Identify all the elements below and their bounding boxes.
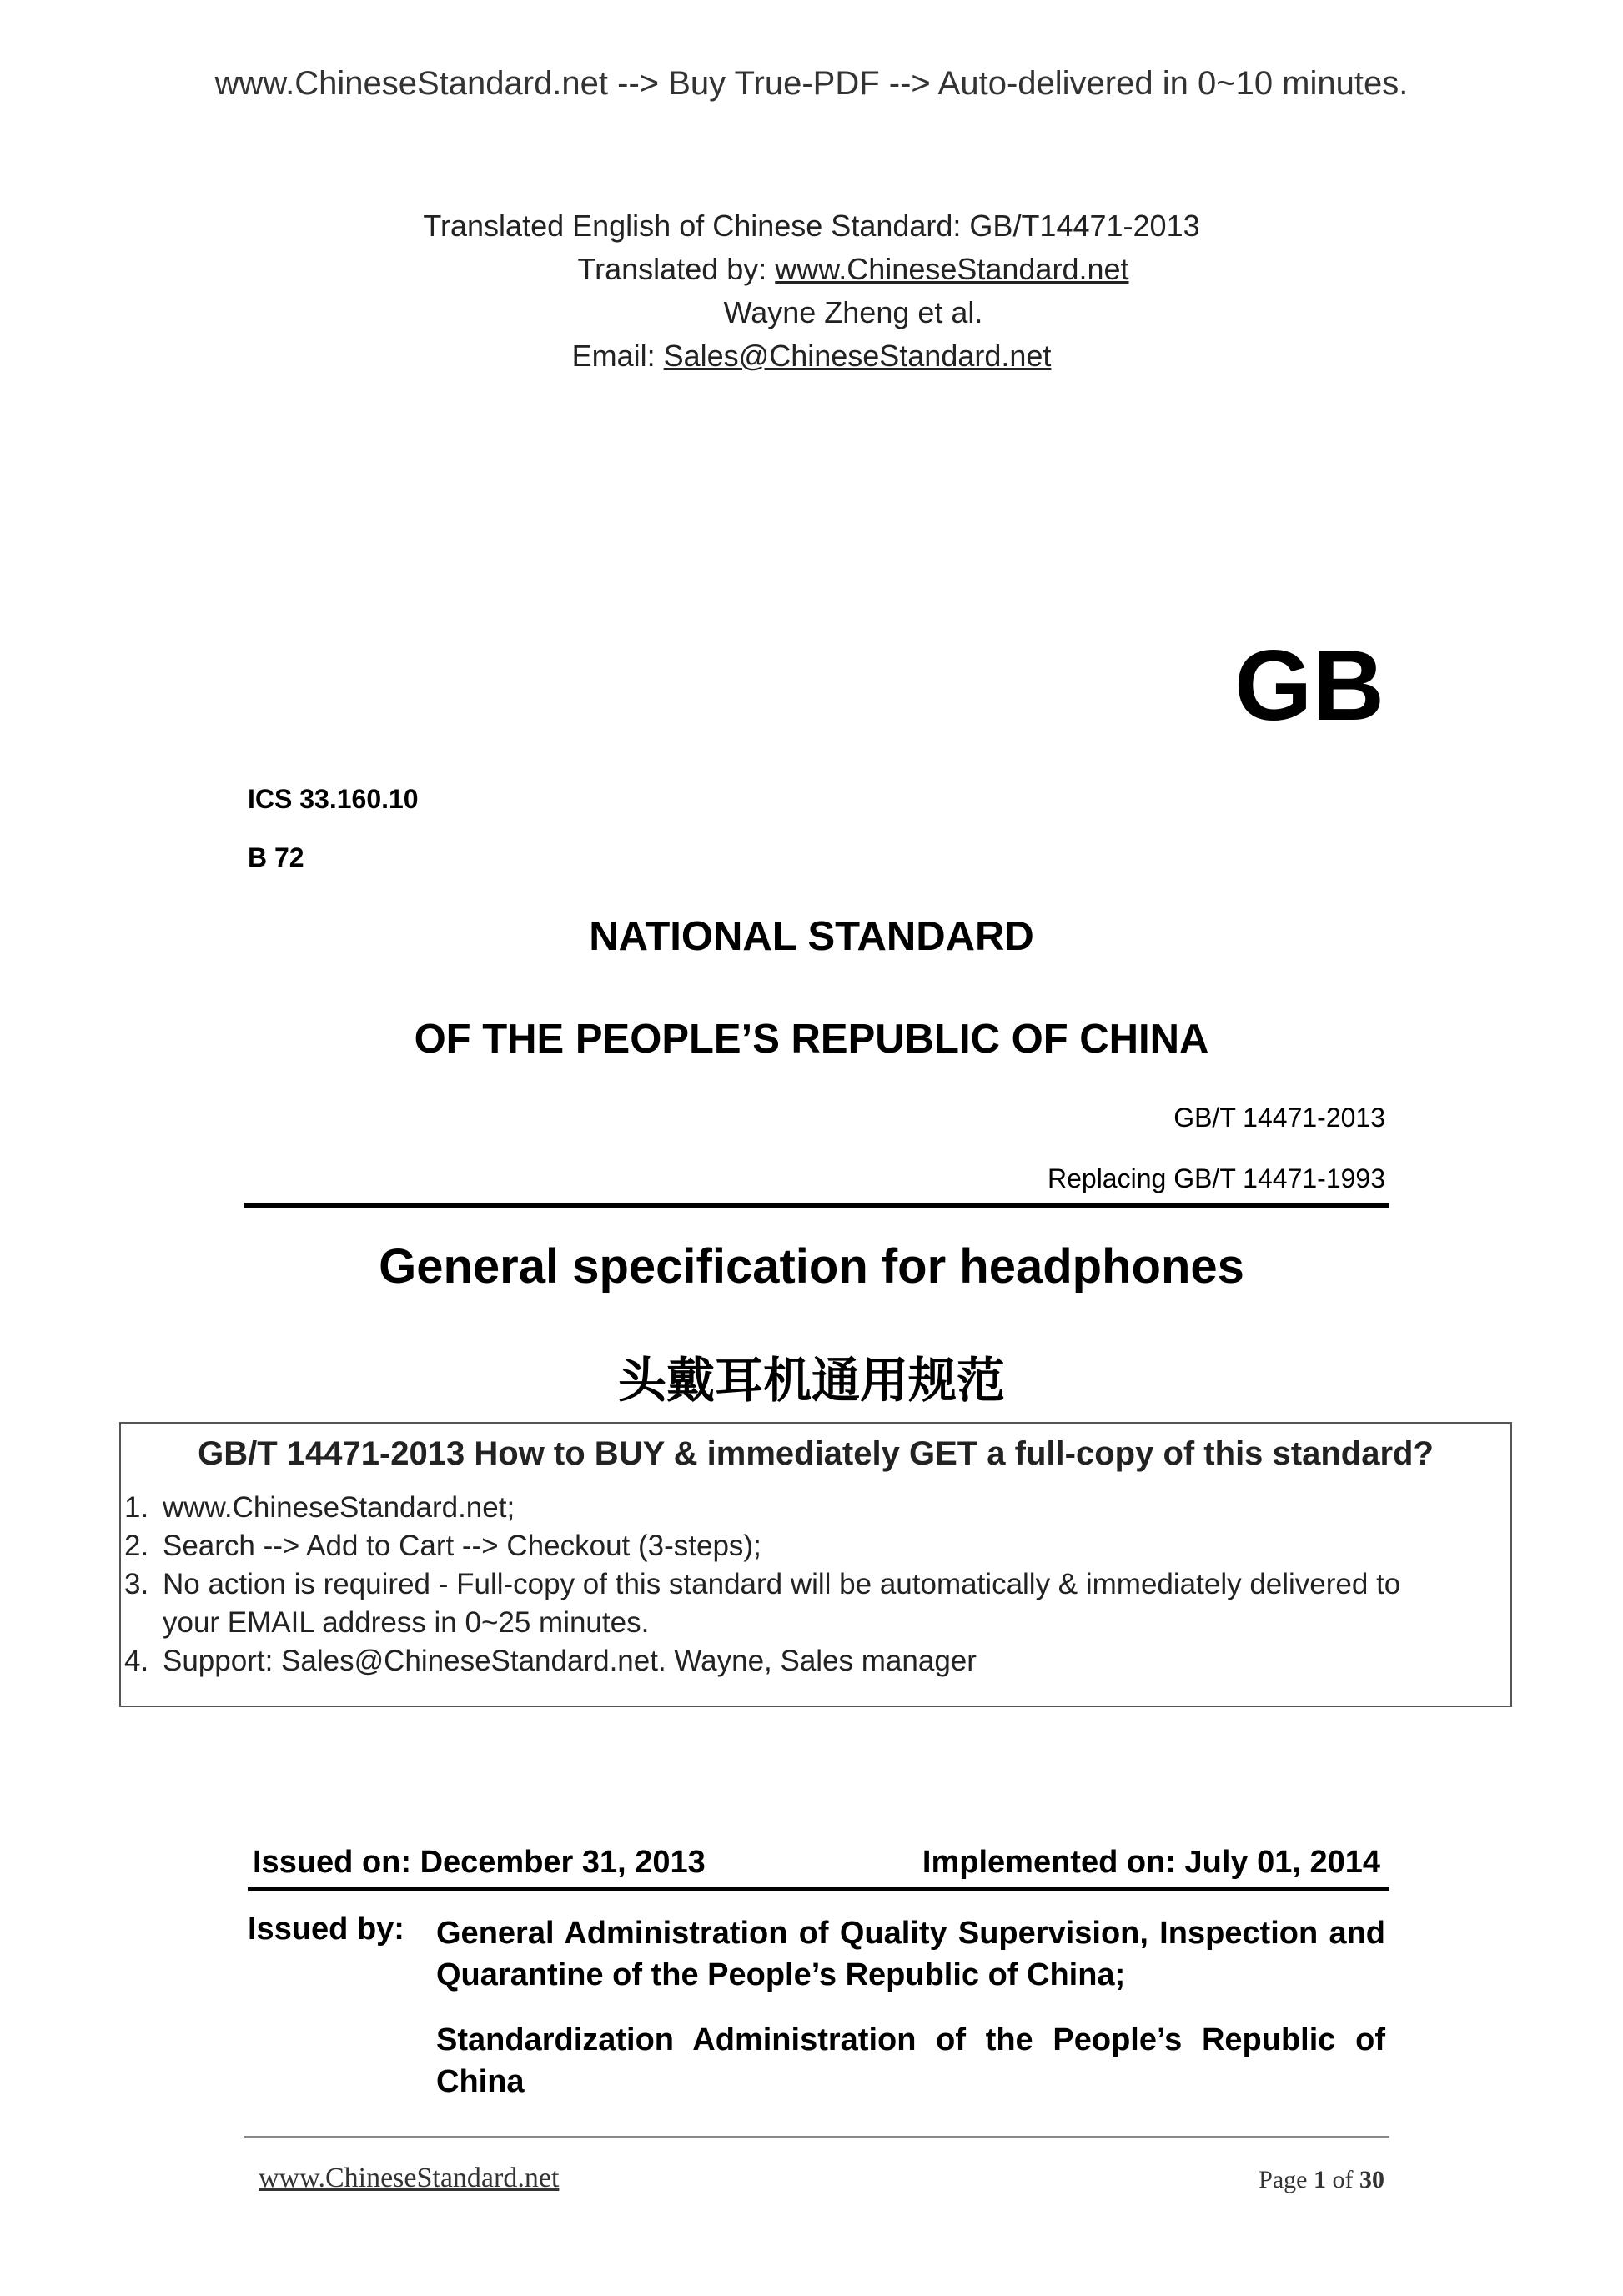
translator-name: Wayne Zheng et al.	[723, 295, 983, 329]
total-pages: 30	[1359, 2166, 1384, 2193]
list-item-continuation: your EMAIL address in 0~25 minutes.	[163, 1606, 650, 1639]
email-link[interactable]: Sales@ChineseStandard.net	[663, 339, 1052, 373]
email-label: Email:	[571, 339, 664, 373]
top-banner: www.ChineseStandard.net --> Buy True-PDF --> Auto-delivered in 0~10 minutes.	[214, 65, 1409, 102]
list-item: 4. Support: Sales@ChineseStandard.net. Wayne, Sales manager	[124, 1645, 977, 1677]
gb-mark: GB	[1234, 630, 1384, 741]
national-standard-heading: NATIONAL STANDARD	[589, 914, 1034, 959]
buy-instructions-box	[119, 1422, 1512, 1707]
page-number: Page 1 of 30	[1259, 2166, 1384, 2193]
email-line	[0, 339, 1623, 374]
list-item: 2. Search --> Add to Cart --> Checkout (3-steps);	[124, 1530, 761, 1562]
ics-code: ICS 33.160.10	[248, 784, 419, 814]
translation-source: Translated English of Chinese Standard: GB/T14471-2013	[423, 208, 1200, 243]
standard-number: GB/T 14471-2013	[1173, 1103, 1385, 1133]
document-title: General specification for headphones	[379, 1239, 1244, 1294]
footer-rule	[244, 2136, 1389, 2138]
document-title-chinese: 头戴耳机通用规范	[617, 1352, 1005, 1409]
header-rule	[244, 1203, 1389, 1208]
current-page: 1	[1314, 2166, 1326, 2193]
ccs-code: B 72	[248, 842, 304, 872]
issuer-sac: Standardization Administration of the People’s Republic of China	[436, 2022, 1385, 2099]
implemented-on-date: Implemented on: July 01, 2014	[922, 1845, 1380, 1880]
replacing-standard: Replacing GB/T 14471-1993	[1047, 1163, 1385, 1193]
buy-steps-list	[124, 1489, 1400, 1681]
issued-by-label: Issued by:	[248, 1912, 404, 1947]
list-item: 1. www.ChineseStandard.net;	[124, 1491, 515, 1524]
date-rule	[248, 1887, 1389, 1891]
translated-by-line	[0, 252, 1623, 287]
list-item: 3. No action is required - Full-copy of this standard will be automatically & immediately delivered to	[124, 1568, 1401, 1600]
footer-site-link[interactable]: www.ChineseStandard.net	[259, 2163, 560, 2193]
issuer-aqsiq: General Administration of Quality Supervision, Inspection and Quarantine of the People’s Republic of China;	[436, 1916, 1385, 1992]
buy-box-heading: GB/T 14471-2013 How to BUY & immediately GET a full-copy of this standard?	[198, 1435, 1434, 1472]
translated-by-label: Translated by:	[577, 252, 776, 286]
translated-by-link[interactable]: www.ChineseStandard.net	[775, 252, 1129, 286]
national-standard-subheading: OF THE PEOPLE’S REPUBLIC OF CHINA	[414, 1017, 1209, 1062]
issued-on-date: Issued on: December 31, 2013	[253, 1845, 706, 1880]
